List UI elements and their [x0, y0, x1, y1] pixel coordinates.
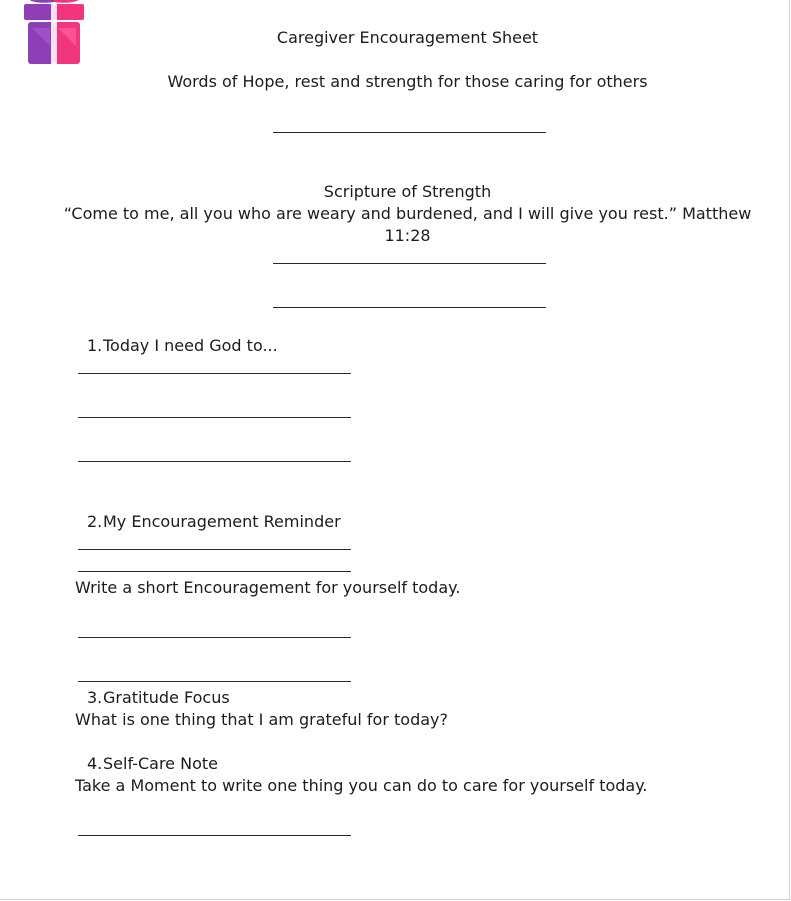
writing-line[interactable] [78, 417, 351, 418]
section-prompt: What is one thing that I am grateful for today? [75, 710, 448, 729]
section-number: 4. [87, 754, 103, 773]
scripture-verse: “Come to me, all you who are weary and burdened, and I will give you rest.” Matthew 11:28 [63, 204, 752, 245]
writing-line [273, 263, 546, 264]
scripture-heading: Scripture of Strength [323, 182, 492, 201]
section-number: 3. [87, 688, 103, 707]
section-number: 2. [87, 512, 103, 531]
section-prompt: Take a Moment to write one thing you can do to care for yourself today. [75, 776, 648, 795]
writing-line[interactable] [78, 373, 351, 374]
writing-line[interactable] [78, 835, 351, 836]
page-title: Caregiver Encouragement Sheet [276, 28, 539, 47]
section-title-gratitude-focus: Gratitude Focus [103, 688, 230, 707]
section-title-self-care-note: Self-Care Note [103, 754, 218, 773]
writing-line[interactable] [78, 681, 351, 682]
section-title-today-i-need-god: Today I need God to... [103, 336, 278, 355]
writing-line[interactable] [78, 549, 351, 550]
writing-line[interactable] [78, 571, 351, 572]
writing-line[interactable] [78, 461, 351, 462]
section-title-encouragement-reminder: My Encouragement Reminder [103, 512, 341, 531]
page-subtitle: Words of Hope, rest and strength for those caring for others [167, 72, 648, 91]
writing-line[interactable] [78, 637, 351, 638]
writing-line [273, 307, 546, 308]
divider-line [273, 132, 546, 133]
section-prompt: Write a short Encouragement for yourself today. [75, 578, 461, 597]
section-number: 1. [87, 336, 103, 355]
